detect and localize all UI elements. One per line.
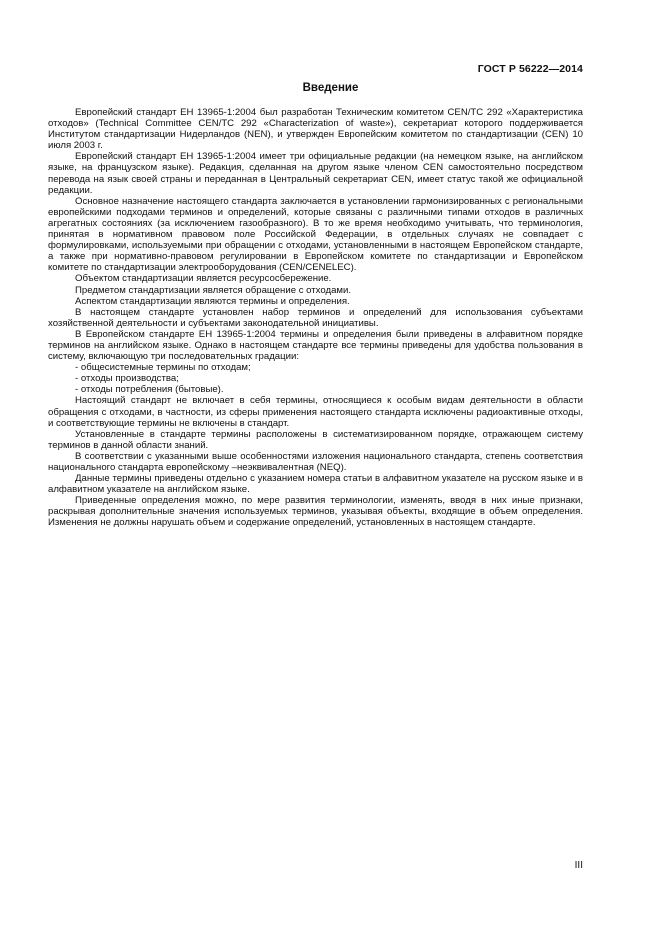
paragraph: Установленные в стандарте термины расположены в систематизированном порядке, отражающем систему терминов в данной области знаний. xyxy=(48,428,583,451)
document-body xyxy=(48,107,583,529)
list-item: - общесистемные термины по отходам; xyxy=(75,362,251,374)
paragraph: Основное назначение настоящего стандарта заключается в установлении гармонизированных с региональными европейскими подходами терминов и определений, которые связаны с различными типами отходов в различных агрегатных состояниях (за исключением газообразного). В то же время необходимо учитывать, что терминология, принятая в нормативном правовом поле Российской Федерации, в отдельных случаях не совпадает с формулировками, используемыми при обращении с отходами, установленными в настоящем Европейском стандарте, а также при нормативно-правовом регулировании в Европейском комитете по стандартизации и Европейском комитете по стандартизации электрооборудования (CEN/CENELEC). xyxy=(48,195,583,274)
paragraph: В Европейском стандарте ЕН 13965-1:2004 термины и определения были приведены в алфавитном порядке терминов на английском языке. Однако в настоящем стандарте все термины приведены для удобства пользования в систему, включающую три последовательных градации: xyxy=(48,328,583,363)
section-title: Введение xyxy=(302,82,359,94)
paragraph: Предметом стандартизации является обращение с отходами. xyxy=(75,284,352,296)
paragraph: В настоящем стандарте установлен набор терминов и определений для использования субъектами хозяйственной деятельности и субъектами законодательной инициативы. xyxy=(48,306,583,329)
paragraph: Аспектом стандартизации являются термины и определения. xyxy=(75,295,350,307)
paragraph: Европейский стандарт ЕН 13965-1:2004 имеет три официальные редакции (на немецком языке, на английском языке, на французском языке). Редакция, сделанная на другом языке членом CEN самостоятельно посредством перевода на язык своей страны и переданная в Центральный секретариат CEN, имеет статус такой же официальной редакции. xyxy=(48,151,583,196)
standard-code: ГОСТ Р 56222—2014 xyxy=(477,63,583,75)
paragraph: Настоящий стандарт не включает в себя термины, относящиеся к особым видам деятельности в области обращения с отходами, в частности, из сферы применения настоящего стандарта исключены радиоактивные отходы, и соответствующие термины не включены в стандарт. xyxy=(48,395,583,429)
paragraph: Данные термины приведены отдельно с указанием номера статьи в алфавитном указателе на русском языке и в алфавитном указателе на английском языке. xyxy=(48,473,583,496)
page-number: III xyxy=(574,860,583,871)
paragraph: Приведенные определения можно, по мере развития терминологии, изменять, вводя в них иные признаки, раскрывая дополнительные значения используемых терминов, указывая объекты, входящие в объем определения. Изменения не должны нарушать объем и содержание определений, установленных в настоящем стандарте. xyxy=(48,495,583,529)
paragraph: В соответствии с указанными выше особенностями изложения национального стандарта, степень соответствия национального стандарта европейскому –неэквивалентная (NEQ). xyxy=(48,450,583,473)
list-item: - отходы потребления (бытовые). xyxy=(75,384,224,396)
list-item: - отходы производства; xyxy=(75,373,179,385)
paragraph: Объектом стандартизации является ресурсосбережение. xyxy=(75,273,332,285)
paragraph: Европейский стандарт ЕН 13965-1:2004 был разработан Техническим комитетом CEN/TC 292 «Характеристика отходов» (Technical Committee CEN/TC 292 «Characterization of waste»), секретариат которого поддерживается Институтом стандартизации Нидерландов (NEN), и утвержден Европейским комитетом по стандартизации (CEN) 10 июля 2003 г. xyxy=(48,107,583,152)
